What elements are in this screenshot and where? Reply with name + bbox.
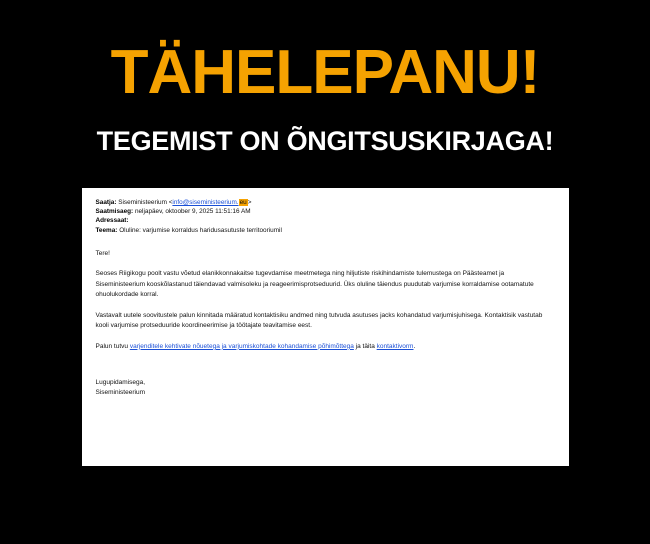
email-paragraph: Vastavalt uutele soovitustele palun kinnitada määratud kontaktisiku andmed ning tutvuda asutuses jacks kohandatud varjumisjuhisega. Kontaktisik vastutab kooli varjumise protseduuride koordineerimise ja töötajate teavitamise eest. bbox=[95, 311, 543, 330]
signature-closing: Lugupidamisega, bbox=[95, 379, 146, 387]
action-text-before: Palun tutvu bbox=[95, 342, 130, 350]
from-address-link[interactable]: info@siseministeerium. bbox=[172, 199, 239, 206]
sent-label: Saatmisaeg: bbox=[95, 208, 134, 216]
email-body bbox=[96, 249, 555, 399]
page-title: TÄHELEPANU! bbox=[110, 38, 540, 107]
email-signature bbox=[96, 378, 555, 398]
signature-org: Siseministeerium bbox=[95, 389, 145, 397]
email-greeting: Tere! bbox=[95, 249, 110, 257]
to-label: Adressaat: bbox=[95, 217, 129, 225]
email-header-from bbox=[96, 198, 555, 207]
email-paragraph: Seoses Riigikogu poolt vastu võetud elanikkonnakaitse tugevdamise meetmetega ning hiljutiste riskihindamiste tulemustega on Päästeamet ja Siseministeerium kooskõlastanud täiendavad valmisoleku ja reageerimisprotseduurid. Üks oluline täiendus puudutab varjumise korraldamise ootamatute ohuolukordade korral. bbox=[95, 270, 534, 299]
email-action-paragraph bbox=[96, 342, 555, 353]
shelter-requirements-link[interactable]: varjenditele kehtivate nõuetega ja varjumiskohtade kohandamise põhimõttega bbox=[129, 342, 354, 350]
from-address-open-bracket: < bbox=[168, 199, 173, 206]
from-label: Saatja: bbox=[95, 199, 117, 206]
sent-value: neljapäev, oktoober 9, 2025 11:51:16 AM bbox=[134, 208, 251, 216]
email-header-to bbox=[96, 216, 555, 225]
email-screenshot bbox=[82, 188, 569, 466]
subject-value: Oluline: varjumise korraldus haridusasutuste territooriumil bbox=[119, 226, 282, 234]
email-header-subject bbox=[96, 226, 555, 235]
contact-form-link[interactable]: kontaktivorm bbox=[376, 342, 414, 350]
email-header-sent bbox=[96, 207, 555, 216]
page-subtitle: TEGEMIST ON ÕNGITSUSKIRJAGA! bbox=[96, 126, 554, 156]
from-name: Siseministeerium bbox=[118, 199, 167, 206]
from-address-close-bracket: > bbox=[247, 199, 252, 206]
action-text-after: . bbox=[413, 342, 416, 350]
subject-label: Teema: bbox=[95, 226, 118, 234]
action-text-middle: ja täita bbox=[353, 342, 377, 350]
from-address-tld-highlight: eu bbox=[239, 199, 247, 206]
